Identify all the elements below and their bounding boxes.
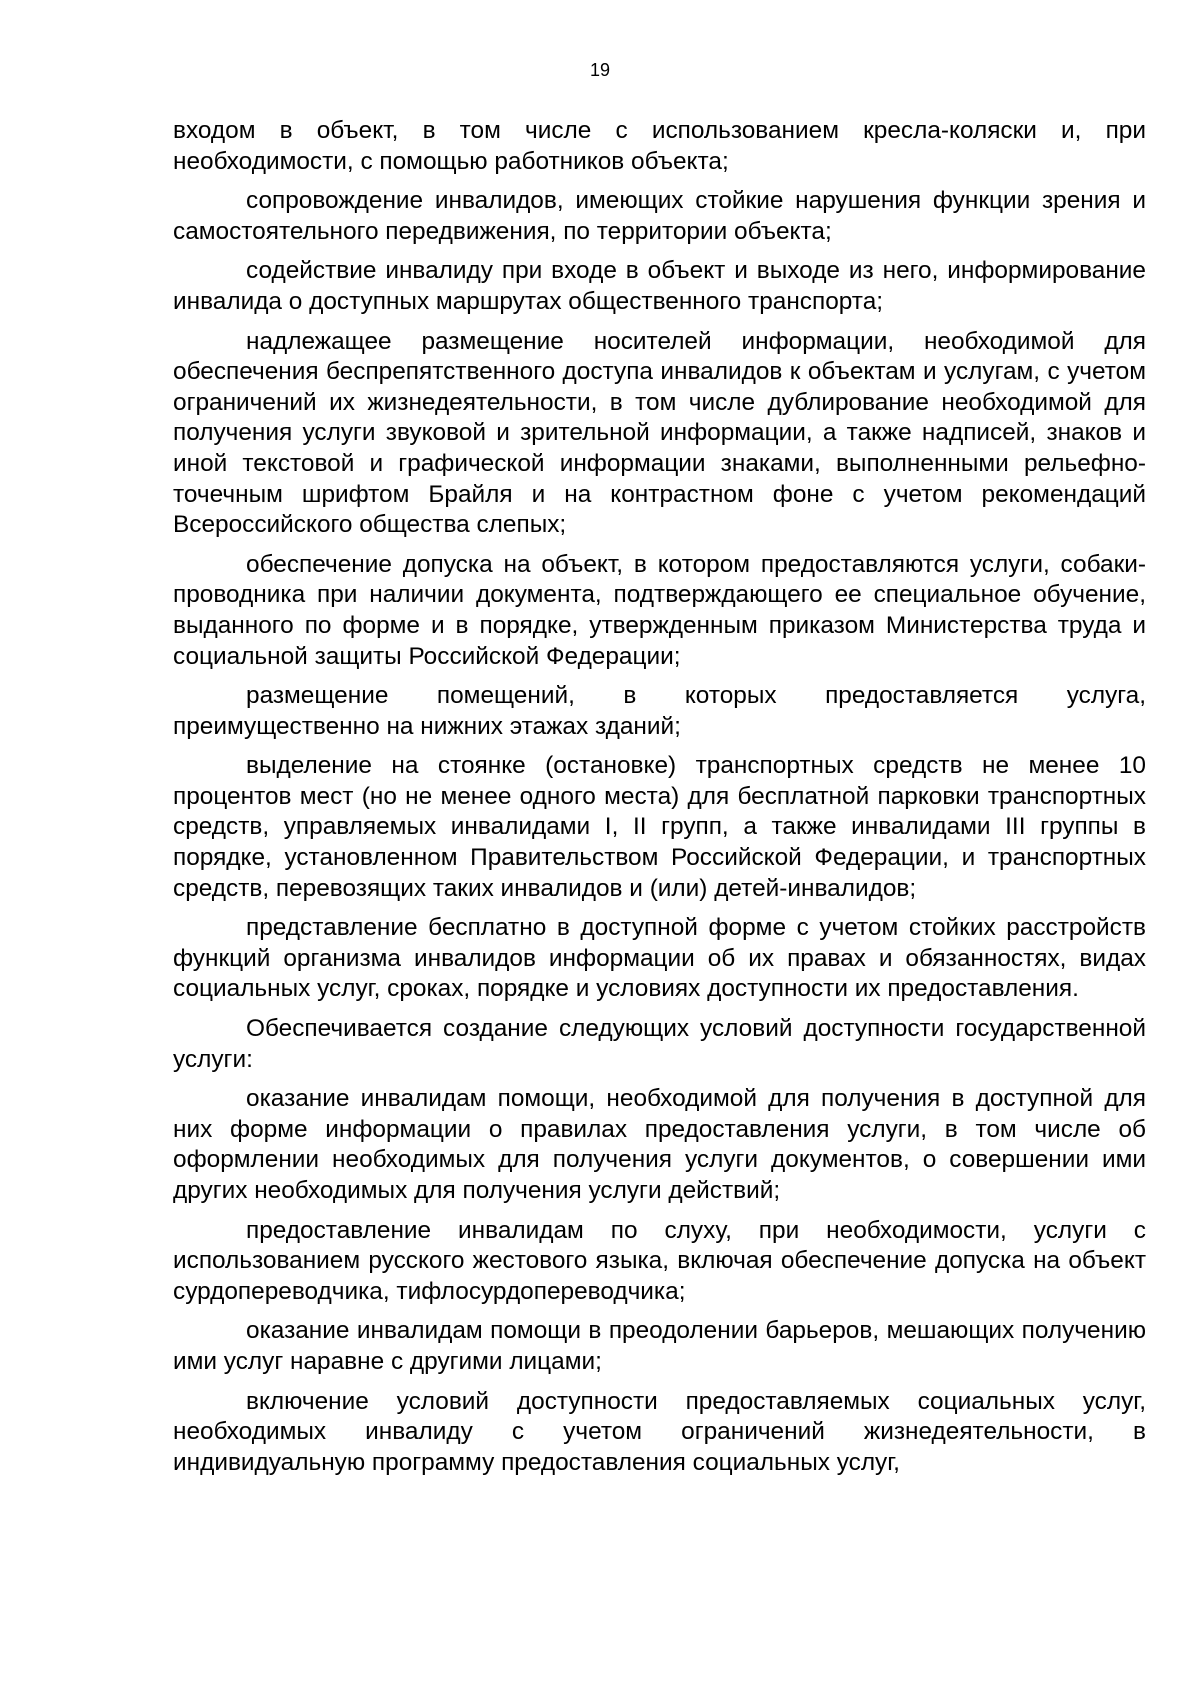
paragraph: представление бесплатно в доступной форме с учетом стойких расстройств функций организма инвалидов информации об их правах и обязанностях, видах социальных услуг, сроках, порядке и условиях доступности их предоставления. xyxy=(173,914,1146,1003)
document-body xyxy=(173,116,1146,1487)
paragraph: Обеспечивается создание следующих условий доступности государственной услуги: xyxy=(173,1015,1146,1073)
paragraph: оказание инвалидам помощи в преодолении барьеров, мешающих получению ими услуг наравне с другими лицами; xyxy=(173,1317,1146,1375)
paragraph: оказание инвалидам помощи, необходимой для получения в доступной для них форме информации о правилах предоставления услуги, в том числе об оформлении необходимых для получения услуги документов, о совершении ими других необходимых для получения услуги действий; xyxy=(173,1085,1146,1204)
paragraph: обеспечение допуска на объект, в котором предоставляются услуги, собаки-проводника при наличии документа, подтверждающего ее специальное обучение, выданного по форме и в порядке, утвержденным приказом Министерства труда и социальной защиты Российской Федерации; xyxy=(173,550,1146,670)
paragraph: содействие инвалиду при входе в объект и выходе из него, информирование инвалида о доступных маршрутах общественного транспорта; xyxy=(173,257,1146,315)
paragraph: входом в объект, в том числе с использованием кресла-коляски и, при необходимости, с помощью работников объекта; xyxy=(173,117,1146,175)
paragraph: сопровождение инвалидов, имеющих стойкие нарушения функции зрения и самостоятельного передвижения, по территории объекта; xyxy=(173,187,1146,245)
page-number: 19 xyxy=(589,60,611,80)
paragraph: размещение помещений, в которых предоставляется услуга, преимущественно на нижних этажах зданий; xyxy=(173,682,1146,740)
paragraph: выделение на стоянке (остановке) транспортных средств не менее 10 процентов мест (но не менее одного места) для бесплатной парковки транспортных средств, управляемых инвалидами I, II групп, а также инвалидами III группы в порядке, установленном Правительством Российской Федерации, и транспортных средств, перевозящих таких инвалидов и (или) детей-инвалидов; xyxy=(173,752,1146,902)
paragraph: предоставление инвалидам по слуху, при необходимости, услуги с использованием русского жестового языка, включая обеспечение допуска на объект сурдопереводчика, тифлосурдопереводчика; xyxy=(173,1216,1146,1305)
paragraph: включение условий доступности предоставляемых социальных услуг, необходимых инвалиду с учетом ограничений жизнедеятельности, в индивидуальную программу предоставления социальных услуг, xyxy=(173,1387,1146,1476)
paragraph: надлежащее размещение носителей информации, необходимой для обеспечения беспрепятственного доступа инвалидов к объектам и услугам, с учетом ограничений их жизнедеятельности, в том числе дублирование необходимой для получения услуги звуковой и зрительной информации, а также надписей, знаков и иной текстовой и графической информации знаками, выполненными рельефно-точечным шрифтом Брайля и на контрастном фоне с учетом рекомендаций Всероссийского общества слепых; xyxy=(173,327,1146,539)
